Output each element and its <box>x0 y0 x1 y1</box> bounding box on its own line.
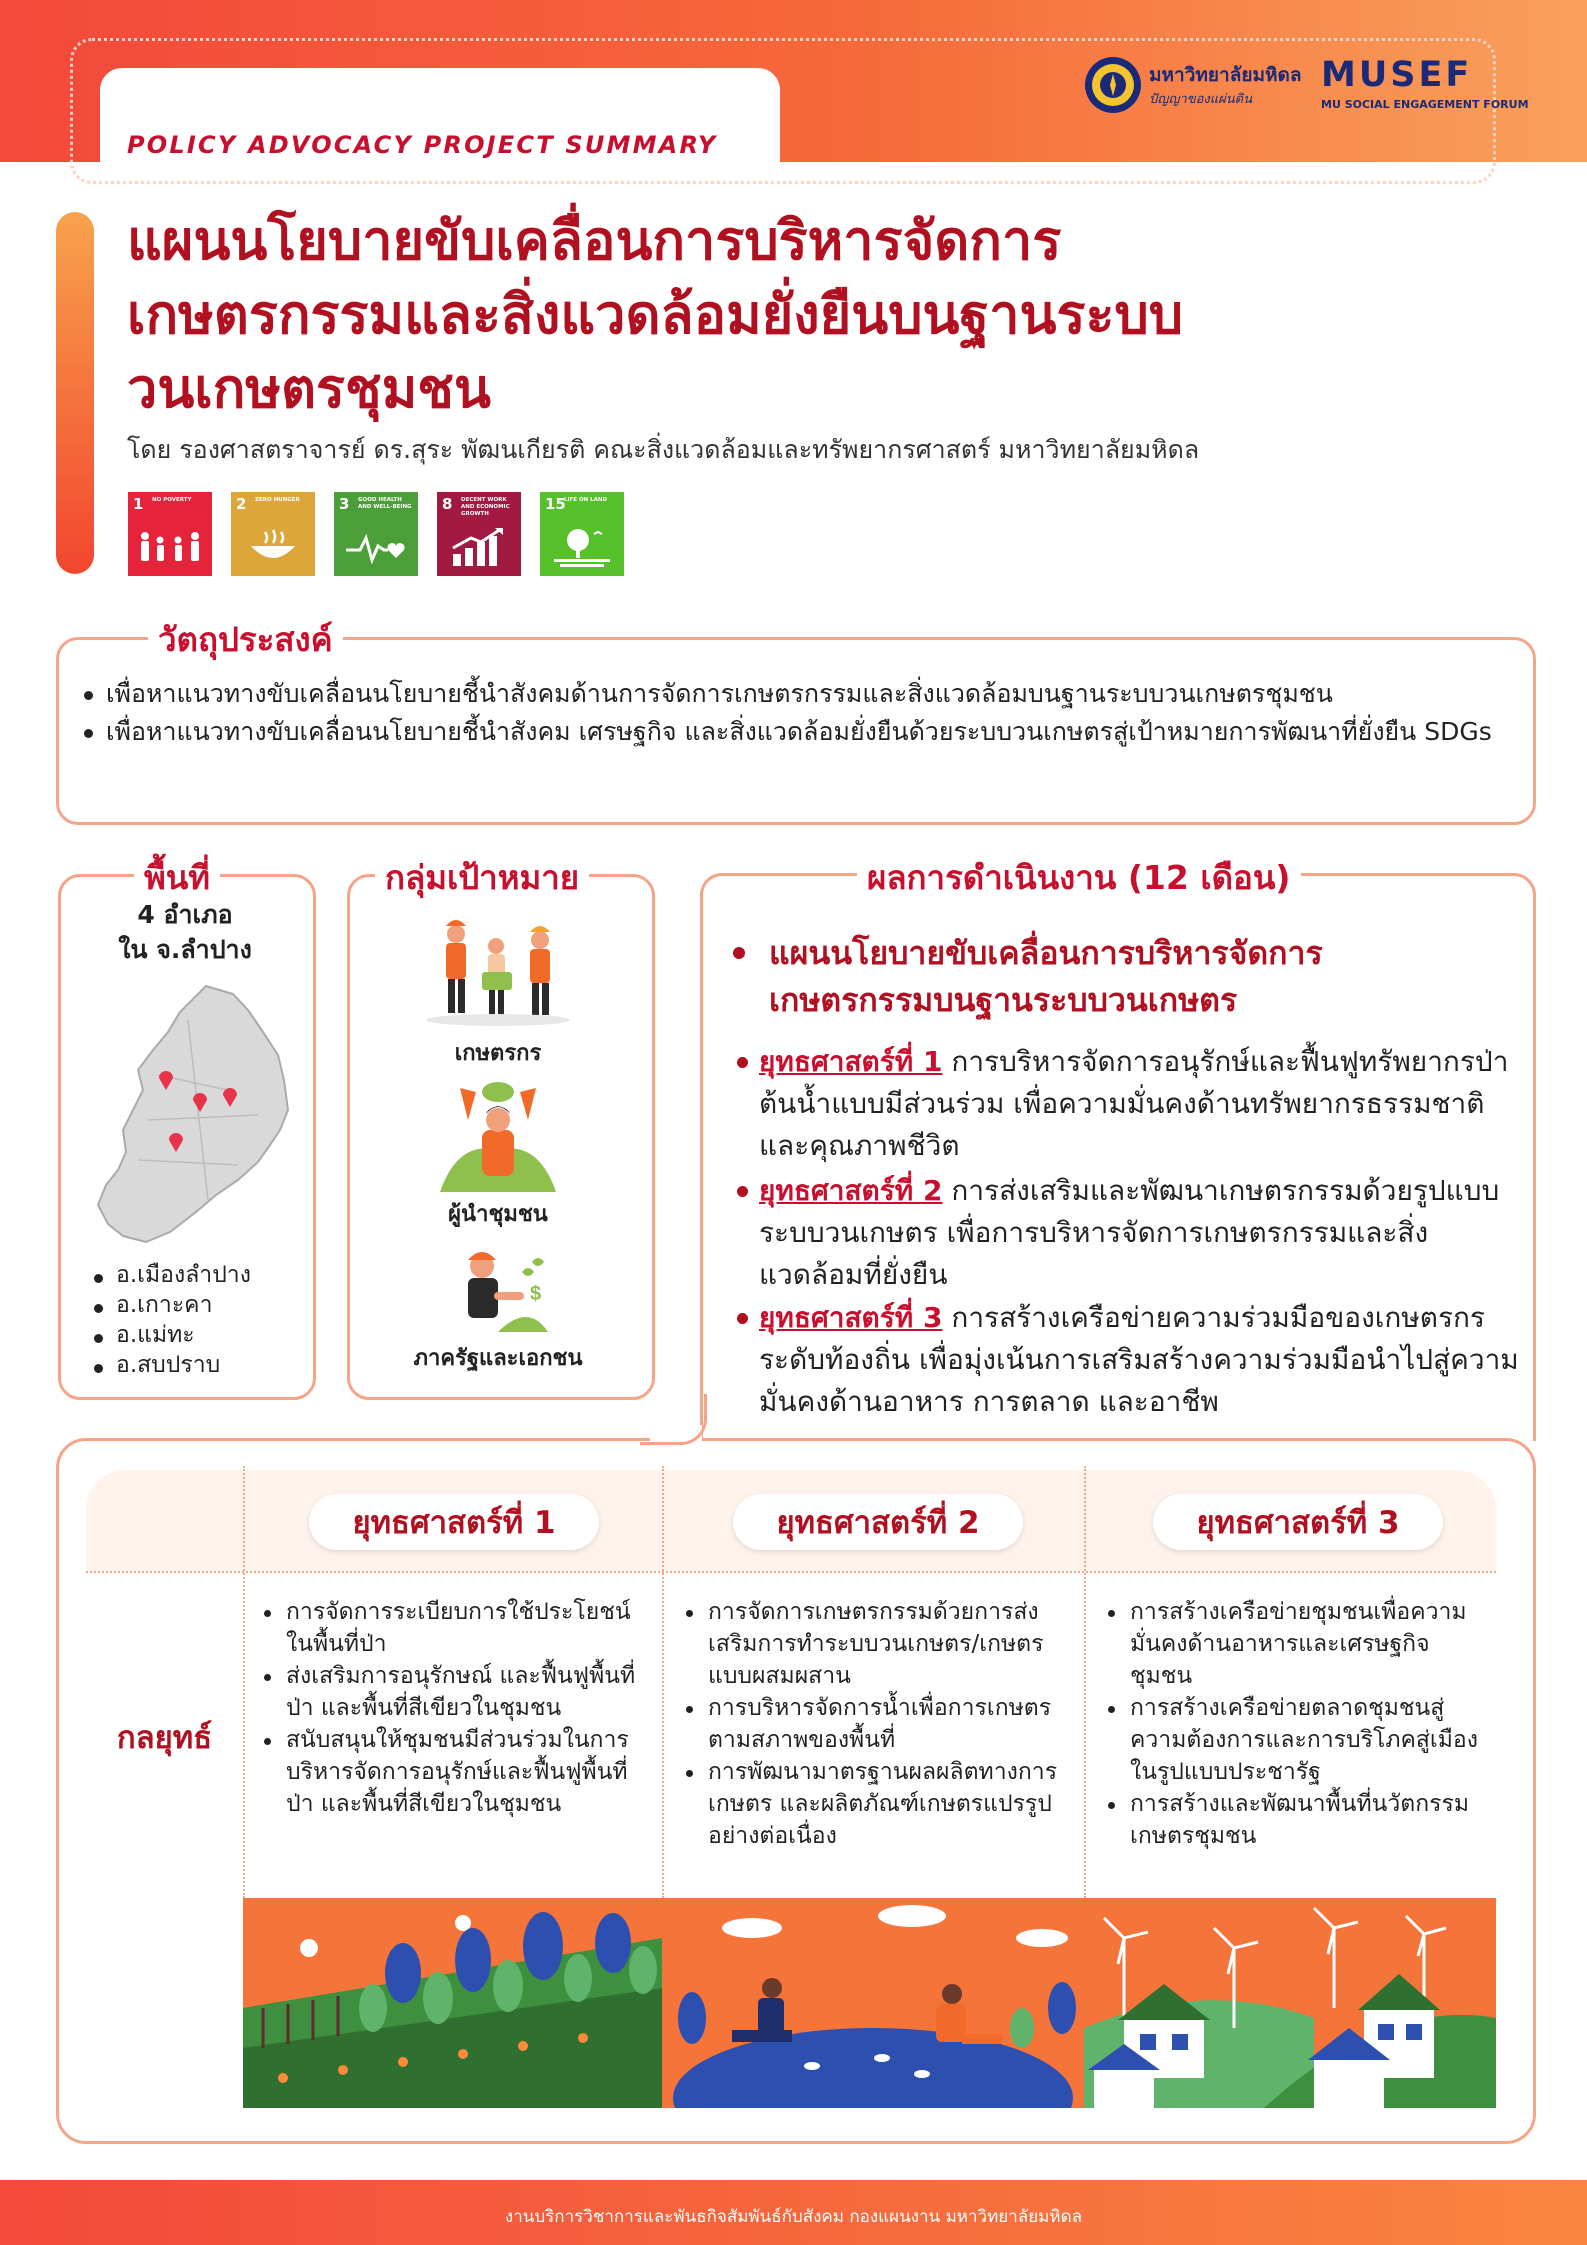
svg-text:$: $ <box>530 1283 542 1305</box>
strategy-3-link[interactable]: ยุทธศาสตร์ที่ 3 <box>759 1301 943 1334</box>
page-title-line-3: วนเกษตรชุมชน <box>127 357 491 420</box>
objective-item: เพื่อหาแนวทางขับเคลื่อนนโยบายชี้นำสังคม เศรษฐกิจ และสิ่งแวดล้อมยั่งยืนด้วยระบบวนเกษตรสู่เป้าหมายการพัฒนาที่ยั่งยืน SDGs <box>80 713 1530 751</box>
tactic-item: สนับสนุนให้ชุมชนมีส่วนร่วมในการบริหารจัดการอนุรักษ์และฟื้นฟูพื้นที่ป่า และพื้นที่สีเขียวในชุมชน <box>260 1724 655 1820</box>
target-group-government-private: ภาครัฐและเอกชน <box>413 1346 583 1371</box>
sdg-1-tile: 1 NO POVERTY <box>128 492 212 576</box>
plan-title-line-1: แผนนโยบายขับเคลื่อนการบริหารจัดการ <box>769 934 1323 972</box>
table-divider <box>243 1466 245 1898</box>
sdg-15-tile: 15 LIFE ON LAND <box>540 492 624 576</box>
lampang-map-icon <box>88 980 298 1250</box>
plan-title-line-2: เกษตรกรรมบนฐานระบบวนเกษตร <box>769 981 1238 1019</box>
tactic-item: การบริหารจัดการน้ำเพื่อการเกษตรตามสภาพของพื้นที่ <box>682 1692 1072 1756</box>
tactic-item: ส่งเสริมการอนุรักษณ์ และฟื้นฟูพื้นที่ป่า และพื้นที่สีเขียวในชุมชน <box>260 1660 655 1724</box>
university-name: มหาวิทยาลัยมหิดล <box>1149 64 1302 86</box>
district-item: อ.เมืองลำปาง <box>90 1260 310 1290</box>
farmers-illustration-icon <box>418 912 578 1032</box>
target-groups-heading: กลุ่มเป้าหมาย <box>375 851 589 904</box>
strategy-2-text: การส่งเสริมและพัฒนาเกษตรกรรมด้วยรูปแบบระบบวนเกษตร เพื่อการบริหารจัดการเกษตรกรรมและสิ่งแวดล้อมที่ยั่งยืน <box>759 1174 1500 1291</box>
area-count: 4 อำเภอ <box>137 900 233 929</box>
area-heading: พื้นที่ <box>134 851 220 904</box>
strategy-col-header-3: ยุทธศาสตร์ที่ 3 <box>1153 1494 1443 1550</box>
page-title-line-2: เกษตรกรรมและสิ่งแวดล้อมยั่งยืนบนฐานระบบ <box>127 283 1184 346</box>
tactic-item: การพัฒนามาตรฐานผลผลิตทางการเกษตร และผลิตภัณฑ์เกษตรแปรรูปอย่างต่อเนื่อง <box>682 1756 1072 1852</box>
table-divider <box>86 1571 1496 1573</box>
panel-joint-curve <box>640 1394 707 1445</box>
sdg-3-tile: 3 GOOD HEALTH AND WELL-BEING <box>334 492 418 576</box>
strategy-1-tactics-list <box>260 1596 655 1820</box>
strategy-2-paragraph <box>759 1170 1519 1296</box>
strategy-1-paragraph <box>759 1041 1519 1167</box>
strategy-3-tactics-list <box>1104 1596 1484 1852</box>
strategy-1-link[interactable]: ยุทธศาสตร์ที่ 1 <box>759 1045 943 1078</box>
strategy-3-paragraph <box>759 1297 1519 1423</box>
strategy-3-text: การสร้างเครือข่ายความร่วมมือของเกษตรกรระดับท้องถิ่น เพื่อมุ่งเน้นการเสริมสร้างความร่วมมือนำไปสู่ความมั่นคงด้านอาหาร การตลาด และอาชีพ <box>759 1301 1519 1418</box>
results-plan-title <box>731 930 1323 1024</box>
logos <box>1083 55 1528 115</box>
district-item: อ.สบปราบ <box>90 1350 310 1380</box>
government-private-illustration-icon <box>438 1242 558 1338</box>
author-byline: โดย รองศาสตราจารย์ ดร.สุระ พัฒนเกียรติ คณะสิ่งแวดล้อมและทรัพยากรศาสตร์ มหาวิทยาลัยมหิดล <box>127 435 1200 464</box>
target-group-community-leaders: ผู้นำชุมชน <box>448 1202 548 1227</box>
results-heading: ผลการดำเนินงาน (12 เดือน) <box>857 851 1301 904</box>
tactic-item: การสร้างเครือข่ายชุมชนเพื่อความมั่นคงด้านอาหารและเศรษฐกิจชุมชน <box>1104 1596 1484 1692</box>
bowl-icon <box>243 528 303 568</box>
title-accent-bar <box>56 212 94 574</box>
sdg-8-tile: 8 DECENT WORK AND ECONOMIC GROWTH <box>437 492 521 576</box>
strategy-1-text: การบริหารจัดการอนุรักษ์และฟื้นฟูทรัพยากรป่าต้นน้ำแบบมีส่วนร่วม เพื่อความมั่นคงด้านทรัพยากรธรรมชาติและคุณภาพชีวิต <box>759 1045 1509 1162</box>
footer-credit: งานบริการวิชาการและพันธกิจสัมพันธ์กับสังคม กองแผนงาน มหาวิทยาลัยมหิดล <box>504 2207 1083 2227</box>
agroforestry-illustration-icon <box>243 1898 662 2108</box>
policy-summary-tag: POLICY ADVOCACY PROJECT SUMMARY <box>127 131 718 159</box>
strategy-col-header-2: ยุทธศาสตร์ที่ 2 <box>733 1494 1023 1550</box>
tree-icon <box>550 526 614 568</box>
target-group-farmers: เกษตรกร <box>454 1041 542 1066</box>
objectives-list <box>80 675 1530 751</box>
objectives-heading: วัตถุประสงค์ <box>148 613 343 666</box>
strategy-col-header-1: ยุทธศาสตร์ที่ 1 <box>309 1494 599 1550</box>
row-label-tactics: กลยุทธ์ <box>116 1720 213 1756</box>
table-divider <box>662 1466 664 1898</box>
family-icon <box>135 528 205 568</box>
strategy-2-link[interactable]: ยุทธศาสตร์ที่ 2 <box>759 1174 943 1207</box>
district-item: อ.เกาะคา <box>90 1290 310 1320</box>
district-item: อ.แม่ทะ <box>90 1320 310 1350</box>
community-leader-illustration-icon <box>438 1080 558 1192</box>
musef-subtitle: MU SOCIAL ENGAGEMENT FORUM <box>1321 98 1529 111</box>
table-divider <box>1084 1466 1086 1898</box>
sdg-2-tile: 2 ZERO HUNGER <box>231 492 315 576</box>
heartbeat-icon <box>344 528 408 568</box>
musef-logo: MUSEF <box>1321 55 1473 95</box>
tactic-item: การสร้างและพัฒนาพื้นที่นวัตกรรมเกษตรชุมชน <box>1104 1788 1484 1852</box>
district-list <box>90 1260 310 1380</box>
strategy-2-tactics-list <box>682 1596 1072 1852</box>
objective-item: เพื่อหาแนวทางขับเคลื่อนนโยบายชี้นำสังคมด้านการจัดการเกษตรกรรมและสิ่งแวดล้อมบนฐานระบบวนเกษตรชุมชน <box>80 675 1530 713</box>
area-province: ใน จ.ลำปาง <box>118 935 252 964</box>
tactic-item: การสร้างเครือข่ายตลาดชุมชนสู่ความต้องการและการบริโภคสู่เมืองในรูปแบบประชารัฐ <box>1104 1692 1484 1788</box>
wind-farm-village-illustration-icon <box>1084 1898 1496 2108</box>
growth-chart-icon <box>447 526 511 568</box>
page-title-line-1: แผนนโยบายขับเคลื่อนการบริหารจัดการ <box>127 209 1062 272</box>
tactic-item: การจัดการเกษตรกรรมด้วยการส่งเสริมการทำระบบวนเกษตร/เกษตรแบบผสมผสาน <box>682 1596 1072 1692</box>
tactic-item: การจัดการระเบียบการใช้ประโยชน์ในพื้นที่ป่า <box>260 1596 655 1660</box>
community-planting-illustration-icon <box>662 1898 1084 2108</box>
university-motto: ปัญญาของแผ่นดิน <box>1149 92 1252 107</box>
mahidol-seal-icon <box>1083 55 1143 115</box>
